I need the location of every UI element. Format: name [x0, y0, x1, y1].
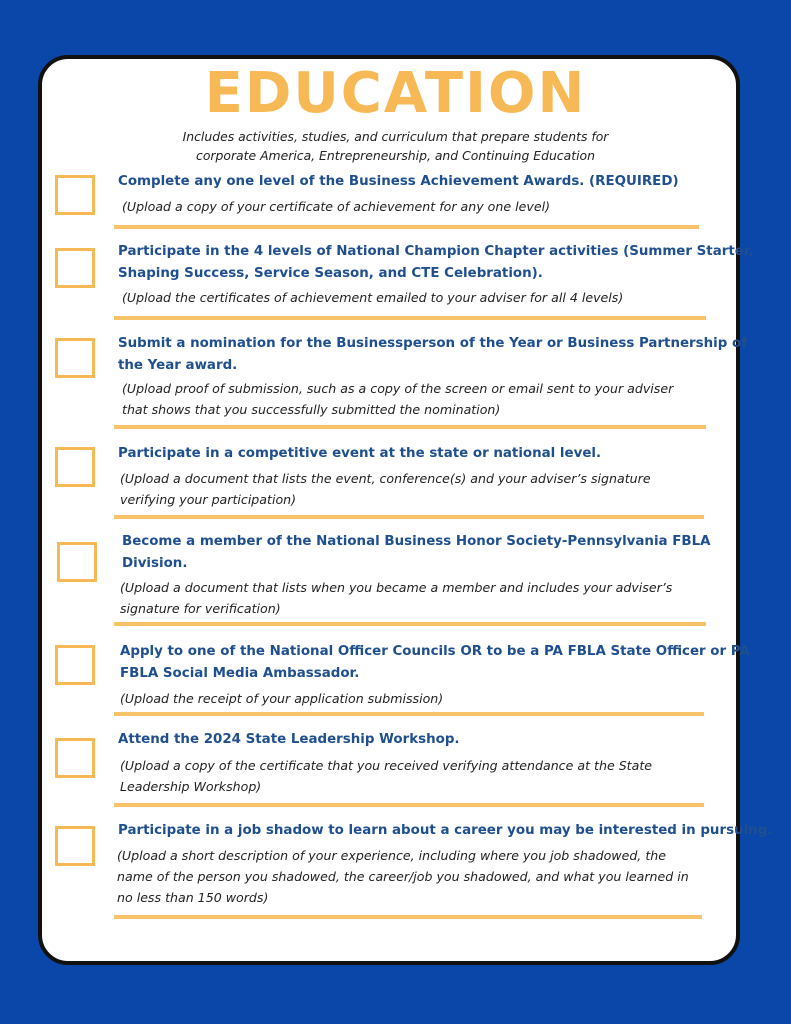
checkbox-7[interactable] [55, 738, 95, 778]
item-8-heading: Participate in a job shadow to learn about a career you may be interested in pursuing. [118, 823, 773, 838]
checkbox-8[interactable] [55, 826, 95, 866]
item-4-heading: Participate in a competitive event at the state or national level. [118, 446, 602, 461]
subtitle-line-2: corporate America, Entrepreneurship, and Continuing Education [196, 148, 595, 163]
item-8-divider [114, 915, 702, 919]
checkbox-4[interactable] [55, 447, 95, 487]
checkbox-3[interactable] [55, 338, 95, 378]
item-3-heading: Submit a nomination for the Businessperson of the Year or Business Partnership of the Year award. [118, 336, 748, 373]
item-3-note: (Upload proof of submission, such as a copy of the screen or email sent to your adviser that shows that you successfully submitted the nomination) [122, 381, 674, 417]
item-8-note: (Upload a short description of your experience, including where you job shadowed, the name of the person you shadowed, the career/job you shadowed, and what you learned in no less than 150 words) [117, 848, 689, 905]
item-4-note: (Upload a document that lists the event, conference(s) and your adviser’s signature verifying your participation) [120, 471, 651, 507]
item-5-note: (Upload a document that lists when you became a member and includes your adviser’s signature for verification) [120, 580, 673, 616]
item-5-divider [114, 622, 706, 626]
page-title: EDUCATION [204, 61, 587, 126]
item-4-divider [114, 515, 704, 519]
item-1-note: (Upload a copy of your certificate of achievement for any one level) [122, 199, 550, 214]
item-2-divider [114, 316, 706, 320]
item-7-divider [114, 803, 704, 807]
item-5-heading: Become a member of the National Business Honor Society-Pennsylvania FBLA Division. [122, 534, 711, 571]
item-6-note: (Upload the receipt of your application submission) [120, 691, 444, 706]
checkbox-5[interactable] [57, 542, 97, 582]
checkbox-6[interactable] [55, 645, 95, 685]
subtitle-line-1: Includes activities, studies, and curriculum that prepare students for [182, 129, 609, 144]
item-1-divider [114, 225, 699, 229]
item-7-heading: Attend the 2024 State Leadership Workshop. [118, 732, 460, 747]
item-7-note: (Upload a copy of the certificate that you received verifying attendance at the State Leadership Workshop) [120, 758, 653, 794]
checkbox-1[interactable] [55, 175, 95, 215]
item-2-note: (Upload the certificates of achievement emailed to your adviser for all 4 levels) [122, 290, 624, 305]
item-2-heading: Participate in the 4 levels of National Champion Chapter activities (Summer Starter, Shaping Success, Service Season, and CTE Celebration). [118, 244, 754, 281]
page-subtitle [0, 127, 791, 165]
checkbox-2[interactable] [55, 248, 95, 288]
item-1-heading: Complete any one level of the Business Achievement Awards. (REQUIRED) [118, 174, 679, 189]
item-3-divider [114, 425, 706, 429]
item-6-divider [114, 712, 704, 716]
item-6-heading: Apply to one of the National Officer Councils OR to be a PA FBLA State Officer or PA FBLA Social Media Ambassador. [120, 644, 750, 681]
